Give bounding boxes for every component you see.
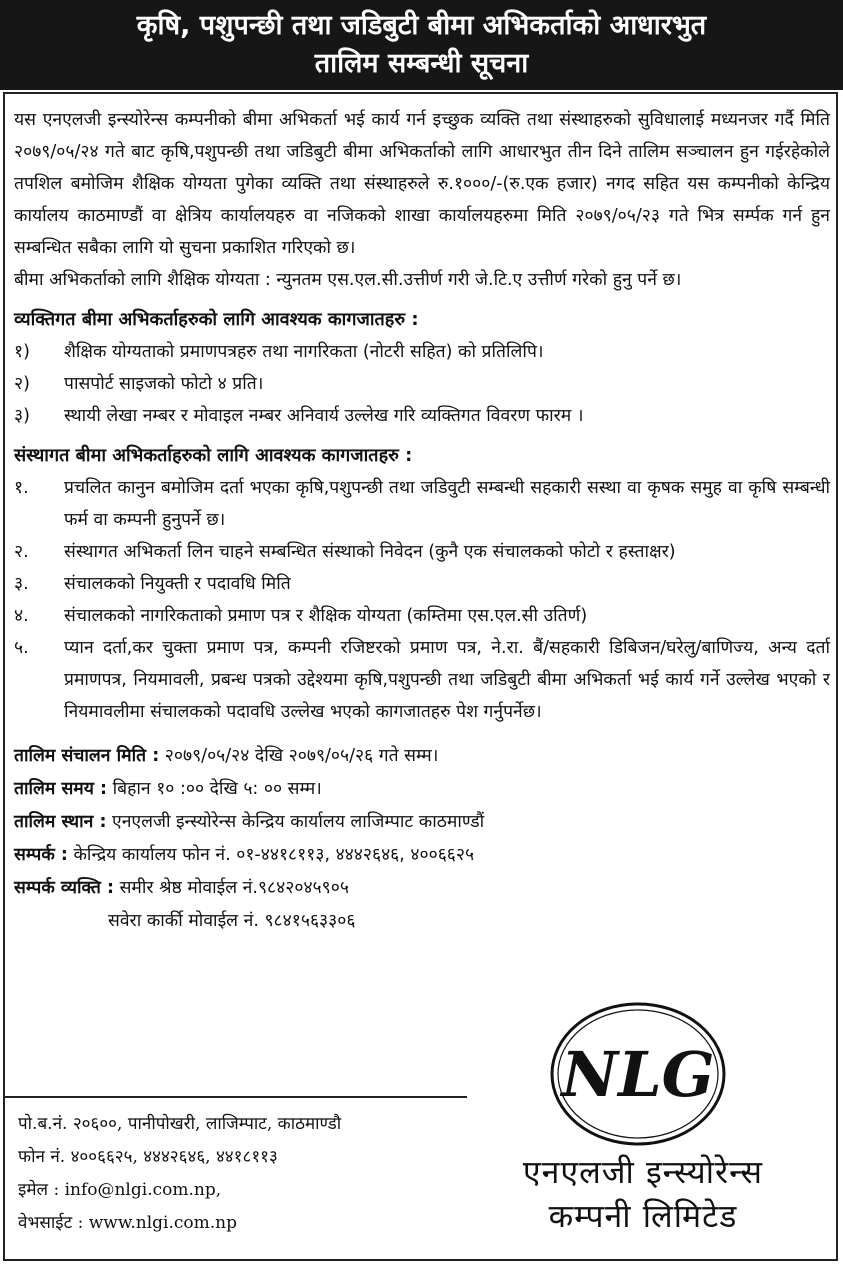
list-item	[14, 472, 830, 536]
contact-label: सम्पर्क :	[14, 845, 68, 865]
contact-person-label: सम्पर्क व्यक्ति :	[14, 878, 114, 898]
company-address	[18, 1108, 341, 1240]
list-item-number: ४.	[14, 606, 29, 626]
list-item-number: १.	[14, 478, 29, 498]
list-item-text: शैक्षिक योग्यताको प्रमाणपत्रहरु तथा नागरिकता (नोटरी सहित) को प्रतिलिपि।	[64, 342, 544, 362]
po-box-address: पो.ब.नं. २०६००, पानीपोखरी, लाजिम्पाट, काठमाण्डौ	[18, 1114, 342, 1134]
list-item-number: ५.	[14, 638, 29, 658]
list-item-number: ३.	[14, 574, 29, 594]
list-item-text: स्थायी लेखा नम्बर र मोवाइल नम्बर अनिवार्य उल्लेख गरि व्यक्तिगत विवरण फारम ।	[64, 406, 584, 426]
list-item	[14, 568, 830, 600]
notice-header	[0, 0, 843, 90]
phone-numbers: फोन नं. ४००६६२५, ४४४२६४६, ४४१८११३	[18, 1147, 278, 1167]
list-item-text: संस्थागत अभिकर्ता लिन चाहने सम्बन्धित संस्थाको निवेदन (कुनै एक संचालकको फोटो र हस्ताक्षर)	[64, 542, 676, 562]
list-item-text: संचालकको नियुक्ती र पदावधि मिति	[64, 574, 291, 594]
list-item-number: २)	[14, 374, 30, 394]
contact-row	[14, 839, 830, 872]
notice-body	[14, 104, 830, 938]
individual-docs-list	[14, 336, 830, 432]
email-address: इमेल : info@nlgi.com.np,	[18, 1180, 222, 1200]
training-date-row	[14, 740, 830, 773]
list-item	[14, 600, 830, 632]
training-place-value: एनएलजी इन्स्योरेन्स केन्द्रिय कार्यालय लाजिम्पाट काठमाण्डौं	[112, 812, 485, 832]
list-item	[14, 400, 830, 432]
company-name	[478, 1150, 808, 1238]
list-item-number: २.	[14, 542, 29, 562]
list-item	[14, 632, 830, 728]
list-item-number: १)	[14, 342, 30, 362]
list-item-text: संचालकको नागरिकताको प्रमाण पत्र र शैक्षिक योग्यता (कम्तिमा एस.एल.सी उतिर्ण)	[64, 606, 588, 626]
contact-value: केन्द्रिय कार्यालय फोन नं. ०१-४४१८११३, ४४४२६४६, ४००६६२५	[73, 845, 475, 865]
contact-person-1: समीर श्रेष्ठ मोवाईल नं.९८४२०४५९०५	[119, 878, 349, 898]
website-address: वेभसाईट : www.nlgi.com.np	[18, 1213, 238, 1233]
nlg-logo-icon	[548, 1000, 728, 1148]
list-item	[14, 336, 830, 368]
company-name-line-2: कम्पनी लिमिटेड	[548, 1197, 738, 1235]
list-item-number: ३)	[14, 406, 30, 426]
list-item-text: प्यान दर्ता,कर चुक्ता प्रमाण पत्र, कम्पनी रजिष्टरको प्रमाण पत्र, ने.रा. बैं/सहकारी डिबिजन/घरेलु/बाणिज्य, अन्य दर्ता प्रमाणपत्र, नियमावली, प्रबन्ध पत्रको उद्देश्यमा कृषि,पशुपन्छी तथा जडिबुटी बीमा अभिकर्ता भई कार्य गर्ने उल्लेख भएको र नियमावलीमा संचालकको पदावधि उल्लेख भएको कागजातहरु पेश गर्नुपर्नेछ।	[64, 638, 830, 722]
institutional-docs-list	[14, 472, 830, 728]
training-time-value: बिहान १० :०० देखि ५: ०० सम्म।	[112, 779, 322, 799]
individual-docs-title: व्यक्तिगत बीमा अभिकर्ताहरुको लागि आवश्यक कागजातहरु :	[14, 309, 419, 330]
logo-text: NLG	[561, 1038, 715, 1111]
list-item-text: प्रचलित कानुन बमोजिम दर्ता भएका कृषि,पशुपन्छी तथा जडिवुटी सम्बन्धी सहकारी सस्था वा कृषक समुह वा कृषि सम्बन्धी फर्म वा कम्पनी हुनुपर्ने छ।	[64, 478, 830, 530]
contact-person-2: सवेरा कार्की मोवाईल नं. ९८४१५६३३०६	[108, 911, 356, 931]
training-place-row	[14, 806, 830, 839]
intro-paragraph: यस एनएलजी इन्स्योरेन्स कम्पनीको बीमा अभिकर्ता भई कार्य गर्न इच्छुक व्यक्ति तथा संस्थाहरुको सुविधालाई मध्यनजर गर्दै मिति २०७९/०५/२४ गते बाट कृषि,पशुपन्छी तथा जडिबुटी बीमा अभिकर्ताको लागि आधारभुत तीन दिने तालिम सञ्चालन हुन गईरहेकोले तपशिल बमोजिम शैक्षिक योग्यता पुगेका व्यक्ति तथा संस्थाहरुले रु.१०००/-(रु.एक हजार) नगद सहित यस कम्पनीको केन्द्रिय कार्यालय काठमाण्डौं वा क्षेत्रिय कार्यालयहरु वा नजिकको शाखा कार्यालयहरुमा मिति २०७९/०५/२३ गते भित्र सर्म्पक गर्न हुन सम्बन्धित सबैका लागि यो सुचना प्रकाशित गरिएको छ।	[14, 110, 830, 258]
training-time-row	[14, 773, 830, 806]
notice-title-line-1: कृषि, पशुपन्छी तथा जडिबुटी बीमा अभिकर्ताको आधारभुत	[136, 10, 707, 41]
company-name-line-1: एनएलजी इन्स्योरेन्स	[522, 1153, 764, 1191]
notice-title-line-2: तालिम सम्बन्धी सूचना	[314, 48, 529, 79]
footer-divider	[3, 1096, 467, 1098]
qualification-requirement: बीमा अभिकर्ताको लागि शैक्षिक योग्यता : न्युनतम एस.एल.सी.उत्तीर्ण गरी जे.टि.ए उत्तीर्ण गरेको हुनु पर्ने छ।	[14, 270, 682, 290]
contact-person-row-2	[14, 905, 830, 938]
training-time-label: तालिम समय :	[14, 779, 107, 799]
list-item	[14, 368, 830, 400]
training-place-label: तालिम स्थान :	[14, 812, 107, 832]
list-item	[14, 536, 830, 568]
contact-person-row	[14, 872, 830, 905]
training-date-value: २०७९/०५/२४ देखि २०७९/०५/२६ गते सम्म।	[164, 746, 439, 766]
list-item-text: पासपोर्ट साइजको फोटो ४ प्रति।	[64, 374, 264, 394]
institutional-docs-title: संस्थागत बीमा अभिकर्ताहरुको लागि आवश्यक कागजातहरु :	[14, 445, 413, 466]
training-info	[14, 740, 830, 938]
training-date-label: तालिम संचालन मिति :	[14, 746, 160, 766]
